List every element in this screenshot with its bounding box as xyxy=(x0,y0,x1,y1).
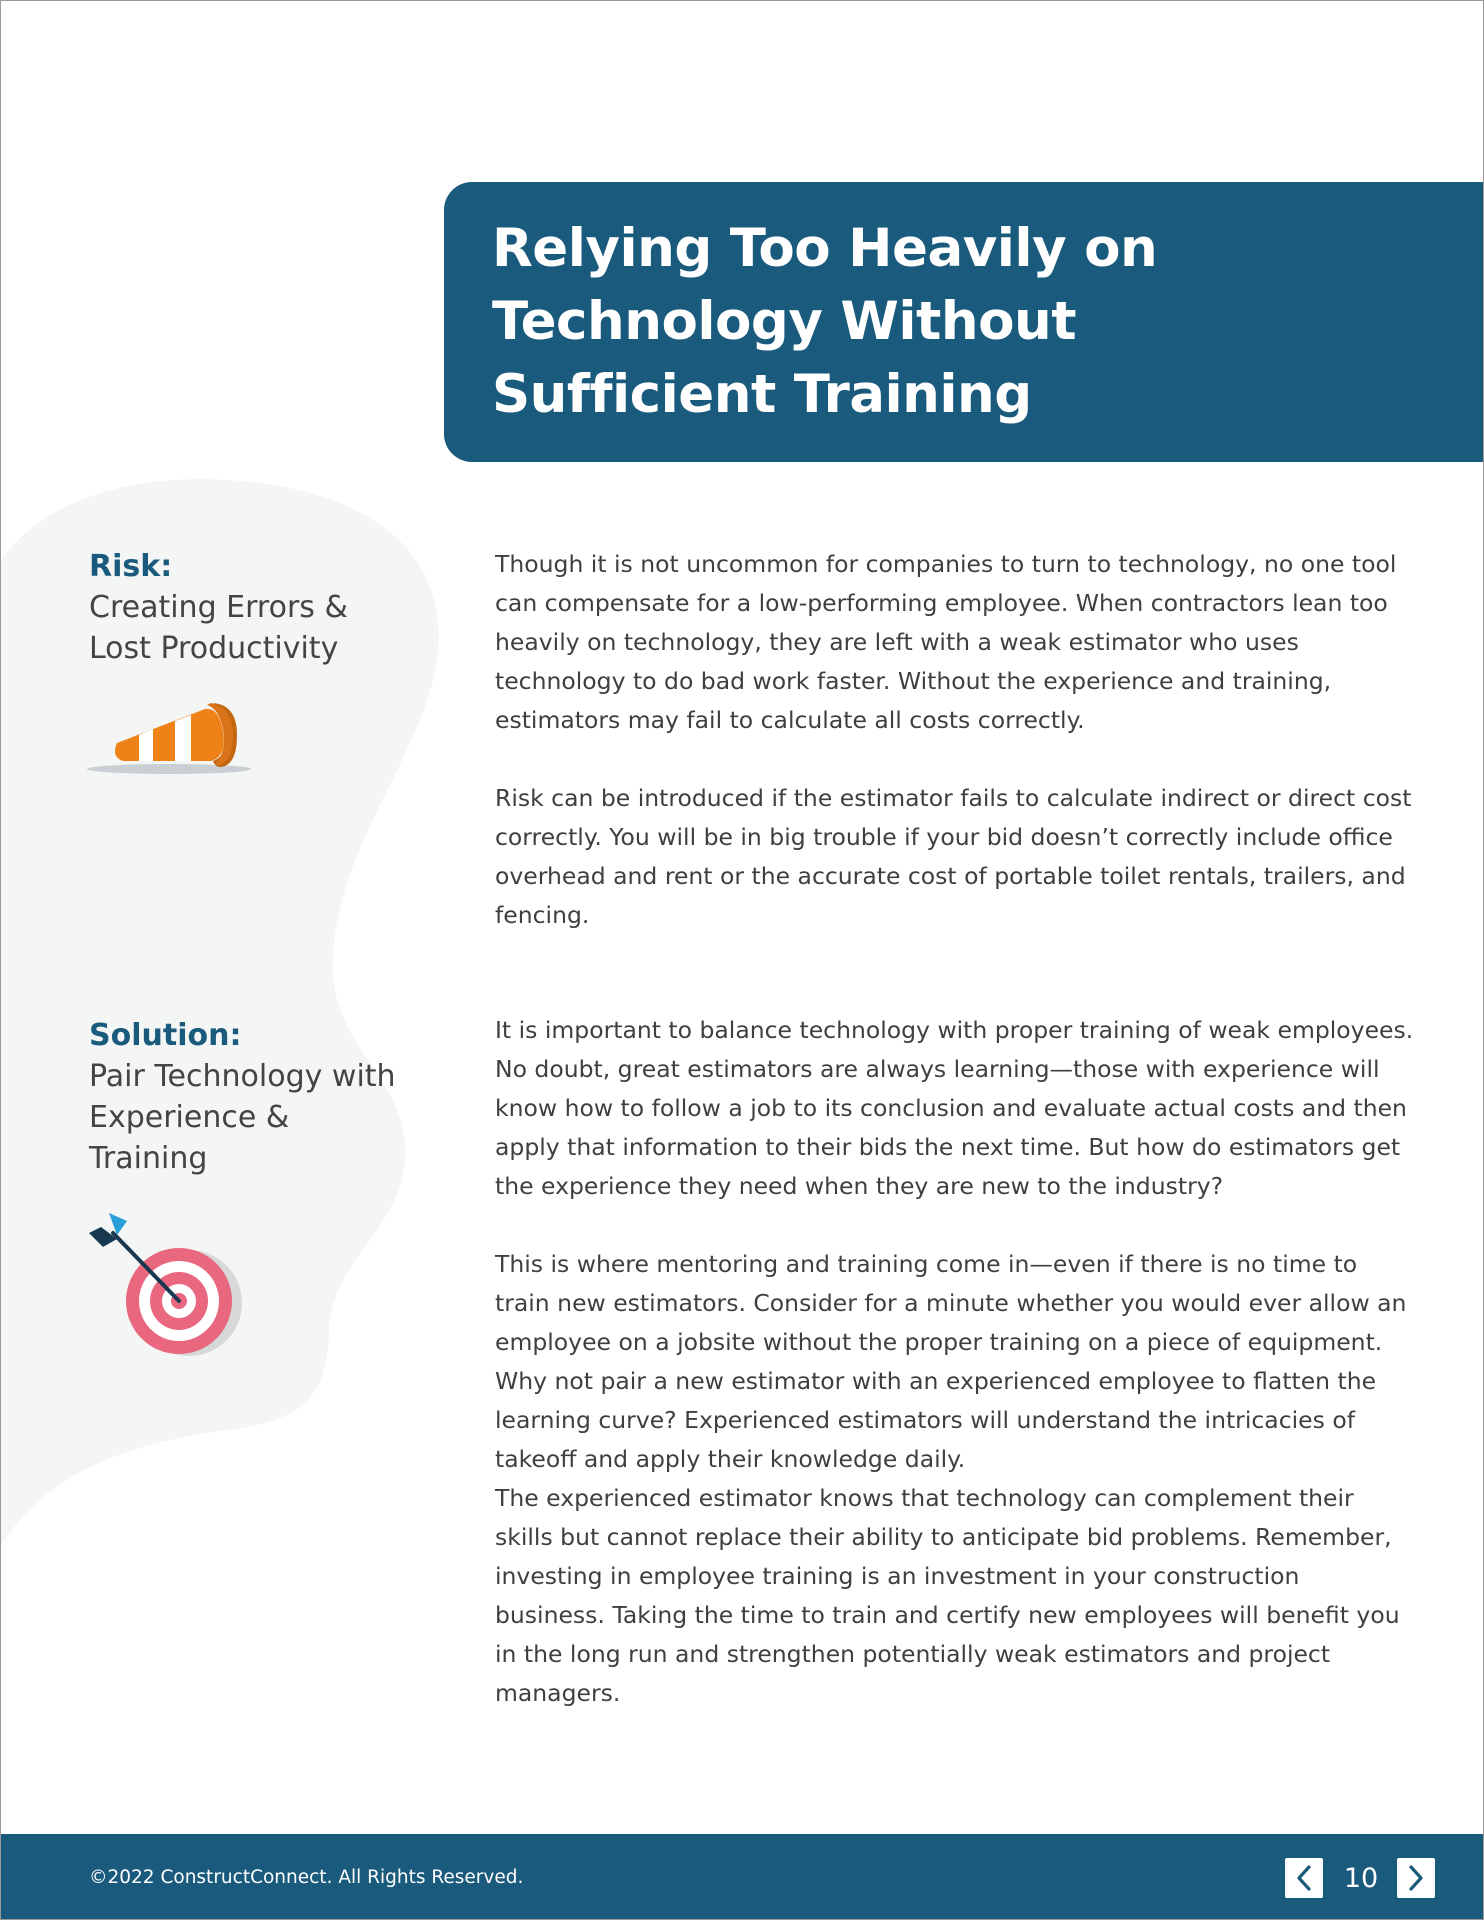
copyright-text: ©2022 ConstructConnect. All Rights Reserved. xyxy=(89,1867,524,1888)
risk-subtitle: Creating Errors & Lost Productivity xyxy=(89,590,348,666)
solution-body xyxy=(495,1011,1415,1713)
solution-paragraph: The experienced estimator knows that technology can complement their skills but cannot replace their ability to anticipate bid problems. Remember, investing in employee training is an investment in your construction business. Taking the time to train and certify new employees will benefit you in the long run and strengthen potentially weak estimators and project managers. xyxy=(495,1484,1400,1707)
target-dart-icon xyxy=(87,1211,247,1361)
solution-paragraph: This is where mentoring and training come in—even if there is no time to train new estimators. Consider for a minute whether you would ever allow an employee on a jobsite without the proper training on a piece of equipment. Why not pair a new estimator with an experienced employee to flatten the learning curve? Experienced estimators will understand the intricacies of takeoff and apply their knowledge daily. xyxy=(495,1250,1407,1473)
solution-heading xyxy=(89,1016,409,1179)
solution-label: Solution: xyxy=(89,1018,242,1053)
risk-paragraph: Risk can be introduced if the estimator fails to calculate indirect or direct cost correctly. You will be in big trouble if your bid doesn’t correctly include office overhead and rent or the accurate cost of portable toilet rentals, trailers, and fencing. xyxy=(495,784,1412,929)
risk-label: Risk: xyxy=(89,549,173,584)
risk-paragraph: Though it is not uncommon for companies to turn to technology, no one tool can compensate for a low-performing employee. When contractors lean too heavily on technology, they are left with a weak estimator who uses technology to do bad work faster. Without the experience and training, estimators may fail to calculate all costs correctly. xyxy=(495,550,1397,734)
risk-body xyxy=(495,545,1415,974)
page-number: 10 xyxy=(1343,1863,1379,1894)
chevron-left-icon xyxy=(1294,1865,1314,1891)
title-banner xyxy=(444,182,1484,462)
risk-heading xyxy=(89,547,409,669)
solution-paragraph: It is important to balance technology with proper training of weak employees. No doubt, great estimators are always learning—those with experience will know how to follow a job to its conclusion and evaluate actual costs and then apply that information to their bids the next time. But how do estimators get the experience they need when they are new to the industry? xyxy=(495,1016,1414,1200)
traffic-cone-icon xyxy=(87,691,255,781)
solution-subtitle: Pair Technology with Experience & Training xyxy=(89,1059,396,1176)
next-page-button[interactable] xyxy=(1397,1858,1435,1898)
chevron-right-icon xyxy=(1406,1865,1426,1891)
previous-page-button[interactable] xyxy=(1285,1858,1323,1898)
footer-bar xyxy=(1,1834,1484,1920)
page-title: Relying Too Heavily on Technology Without Sufficient Training xyxy=(492,218,1158,425)
